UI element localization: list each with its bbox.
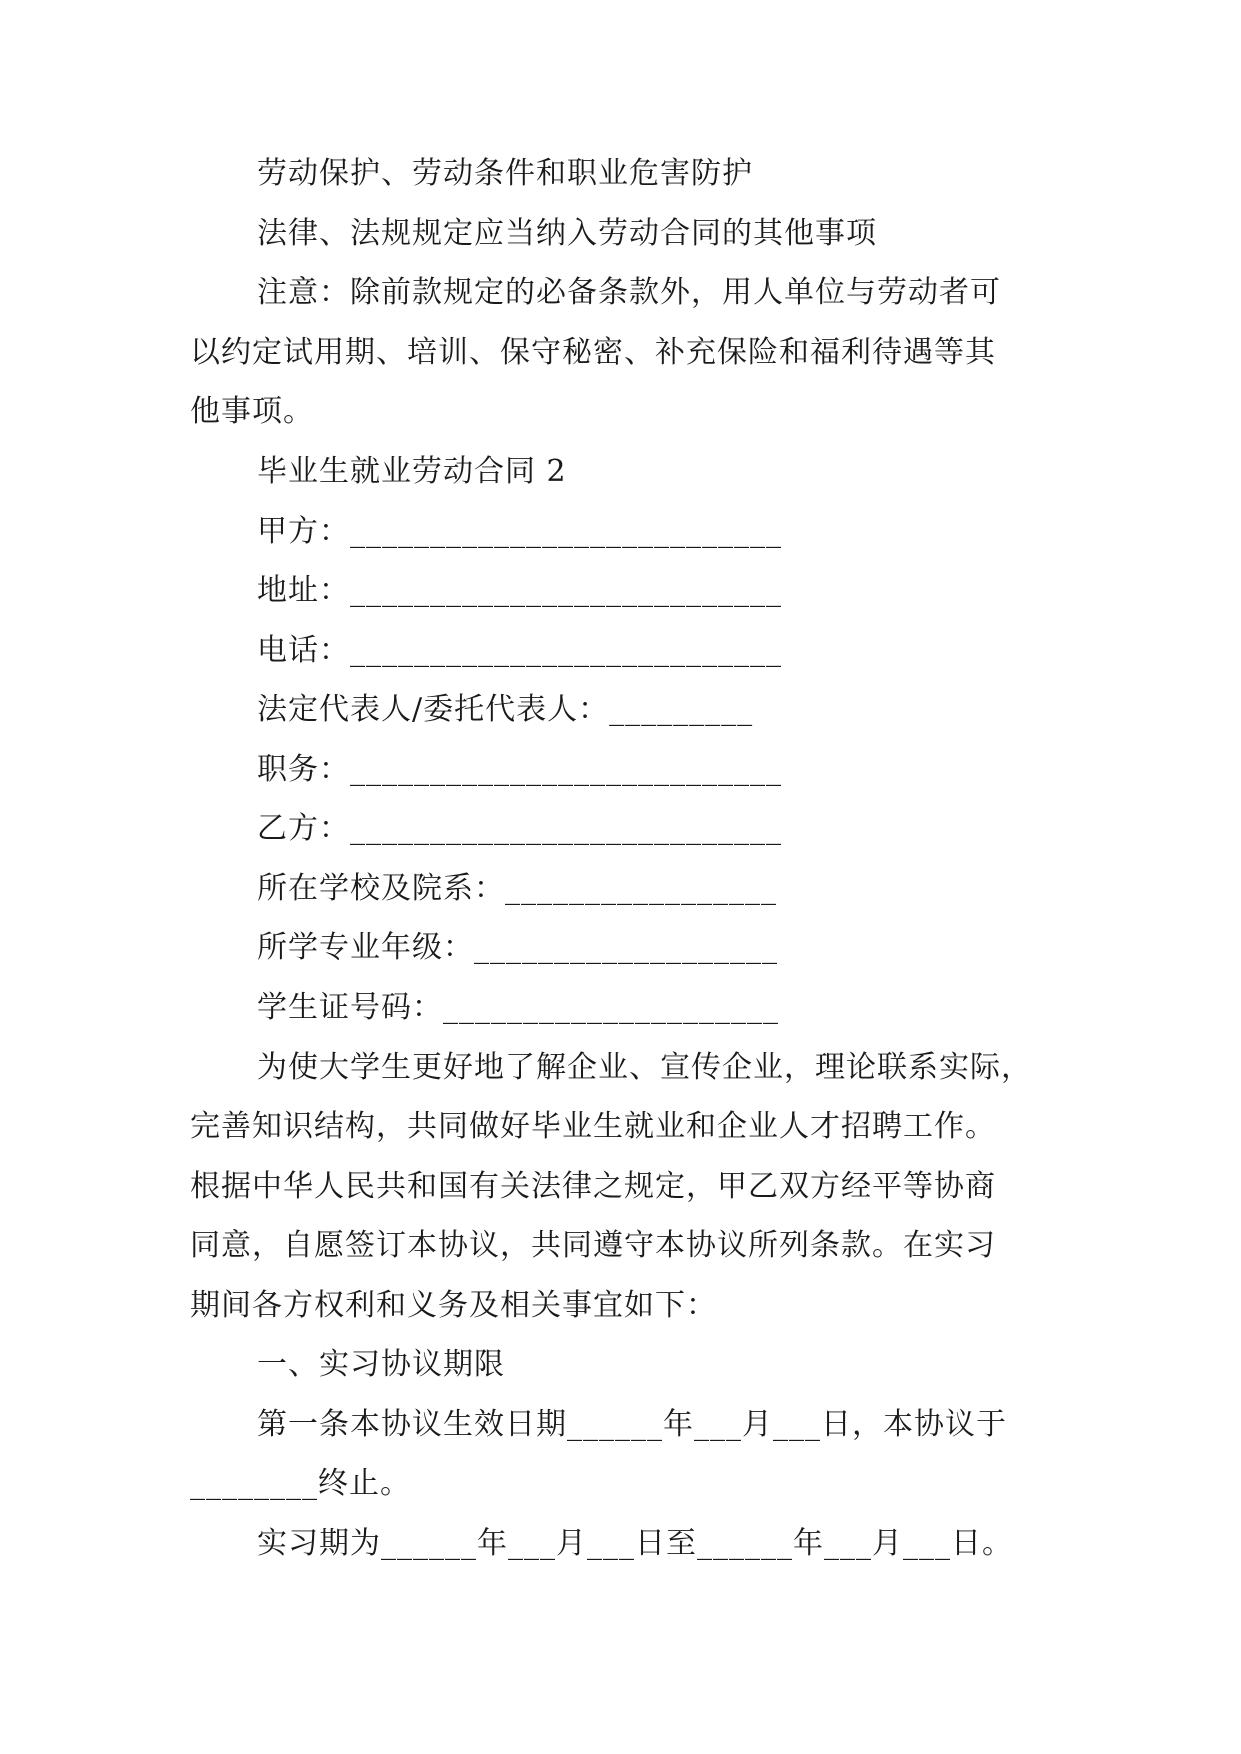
text-line: 完善知识结构，共同做好毕业生就业和企业人才招聘工作。	[190, 1109, 996, 1144]
text-line: 注意：除前款规定的必备条款外，用人单位与劳动者可	[257, 275, 1001, 310]
text-line: 期间各方权利和义务及相关事宜如下：	[190, 1288, 717, 1323]
form-field-party-a: 甲方：___________________________	[257, 514, 782, 549]
text-line: 同意，自愿签订本协议，共同遵守本协议所列条款。在实习	[190, 1228, 996, 1263]
text-line: 法律、法规规定应当纳入劳动合同的其他事项	[257, 216, 877, 251]
text-line: 他事项。	[190, 394, 314, 429]
text-line: 根据中华人民共和国有关法律之规定，甲乙双方经平等协商	[190, 1169, 996, 1204]
text-line: 实习期为______年___月___日至______年___月___日。	[257, 1526, 1013, 1561]
text-line: 第一条本协议生效日期______年___月___日，本协议于	[257, 1407, 1007, 1442]
form-field-major: 所学专业年级：___________________	[257, 930, 778, 965]
section-heading: 一、实习协议期限	[257, 1347, 505, 1382]
form-field-student-id: 学生证号码：_____________________	[257, 990, 779, 1025]
form-field-position: 职务：___________________________	[257, 752, 782, 787]
form-field-party-b: 乙方：___________________________	[257, 811, 782, 846]
text-line: 劳动保护、劳动条件和职业危害防护	[257, 156, 753, 191]
form-field-address: 地址：___________________________	[257, 573, 782, 608]
text-line: ________终止。	[190, 1466, 411, 1501]
form-field-phone: 电话：___________________________	[257, 633, 782, 668]
form-field-school: 所在学校及院系：_________________	[257, 871, 777, 906]
text-line: 为使大学生更好地了解企业、宣传企业，理论联系实际，	[257, 1050, 1032, 1085]
text-line: 以约定试用期、培训、保守秘密、补充保险和福利待遇等其	[190, 335, 996, 370]
section-title: 毕业生就业劳动合同 2	[257, 454, 567, 489]
form-field-representative: 法定代表人/委托代表人：_________	[257, 692, 754, 727]
